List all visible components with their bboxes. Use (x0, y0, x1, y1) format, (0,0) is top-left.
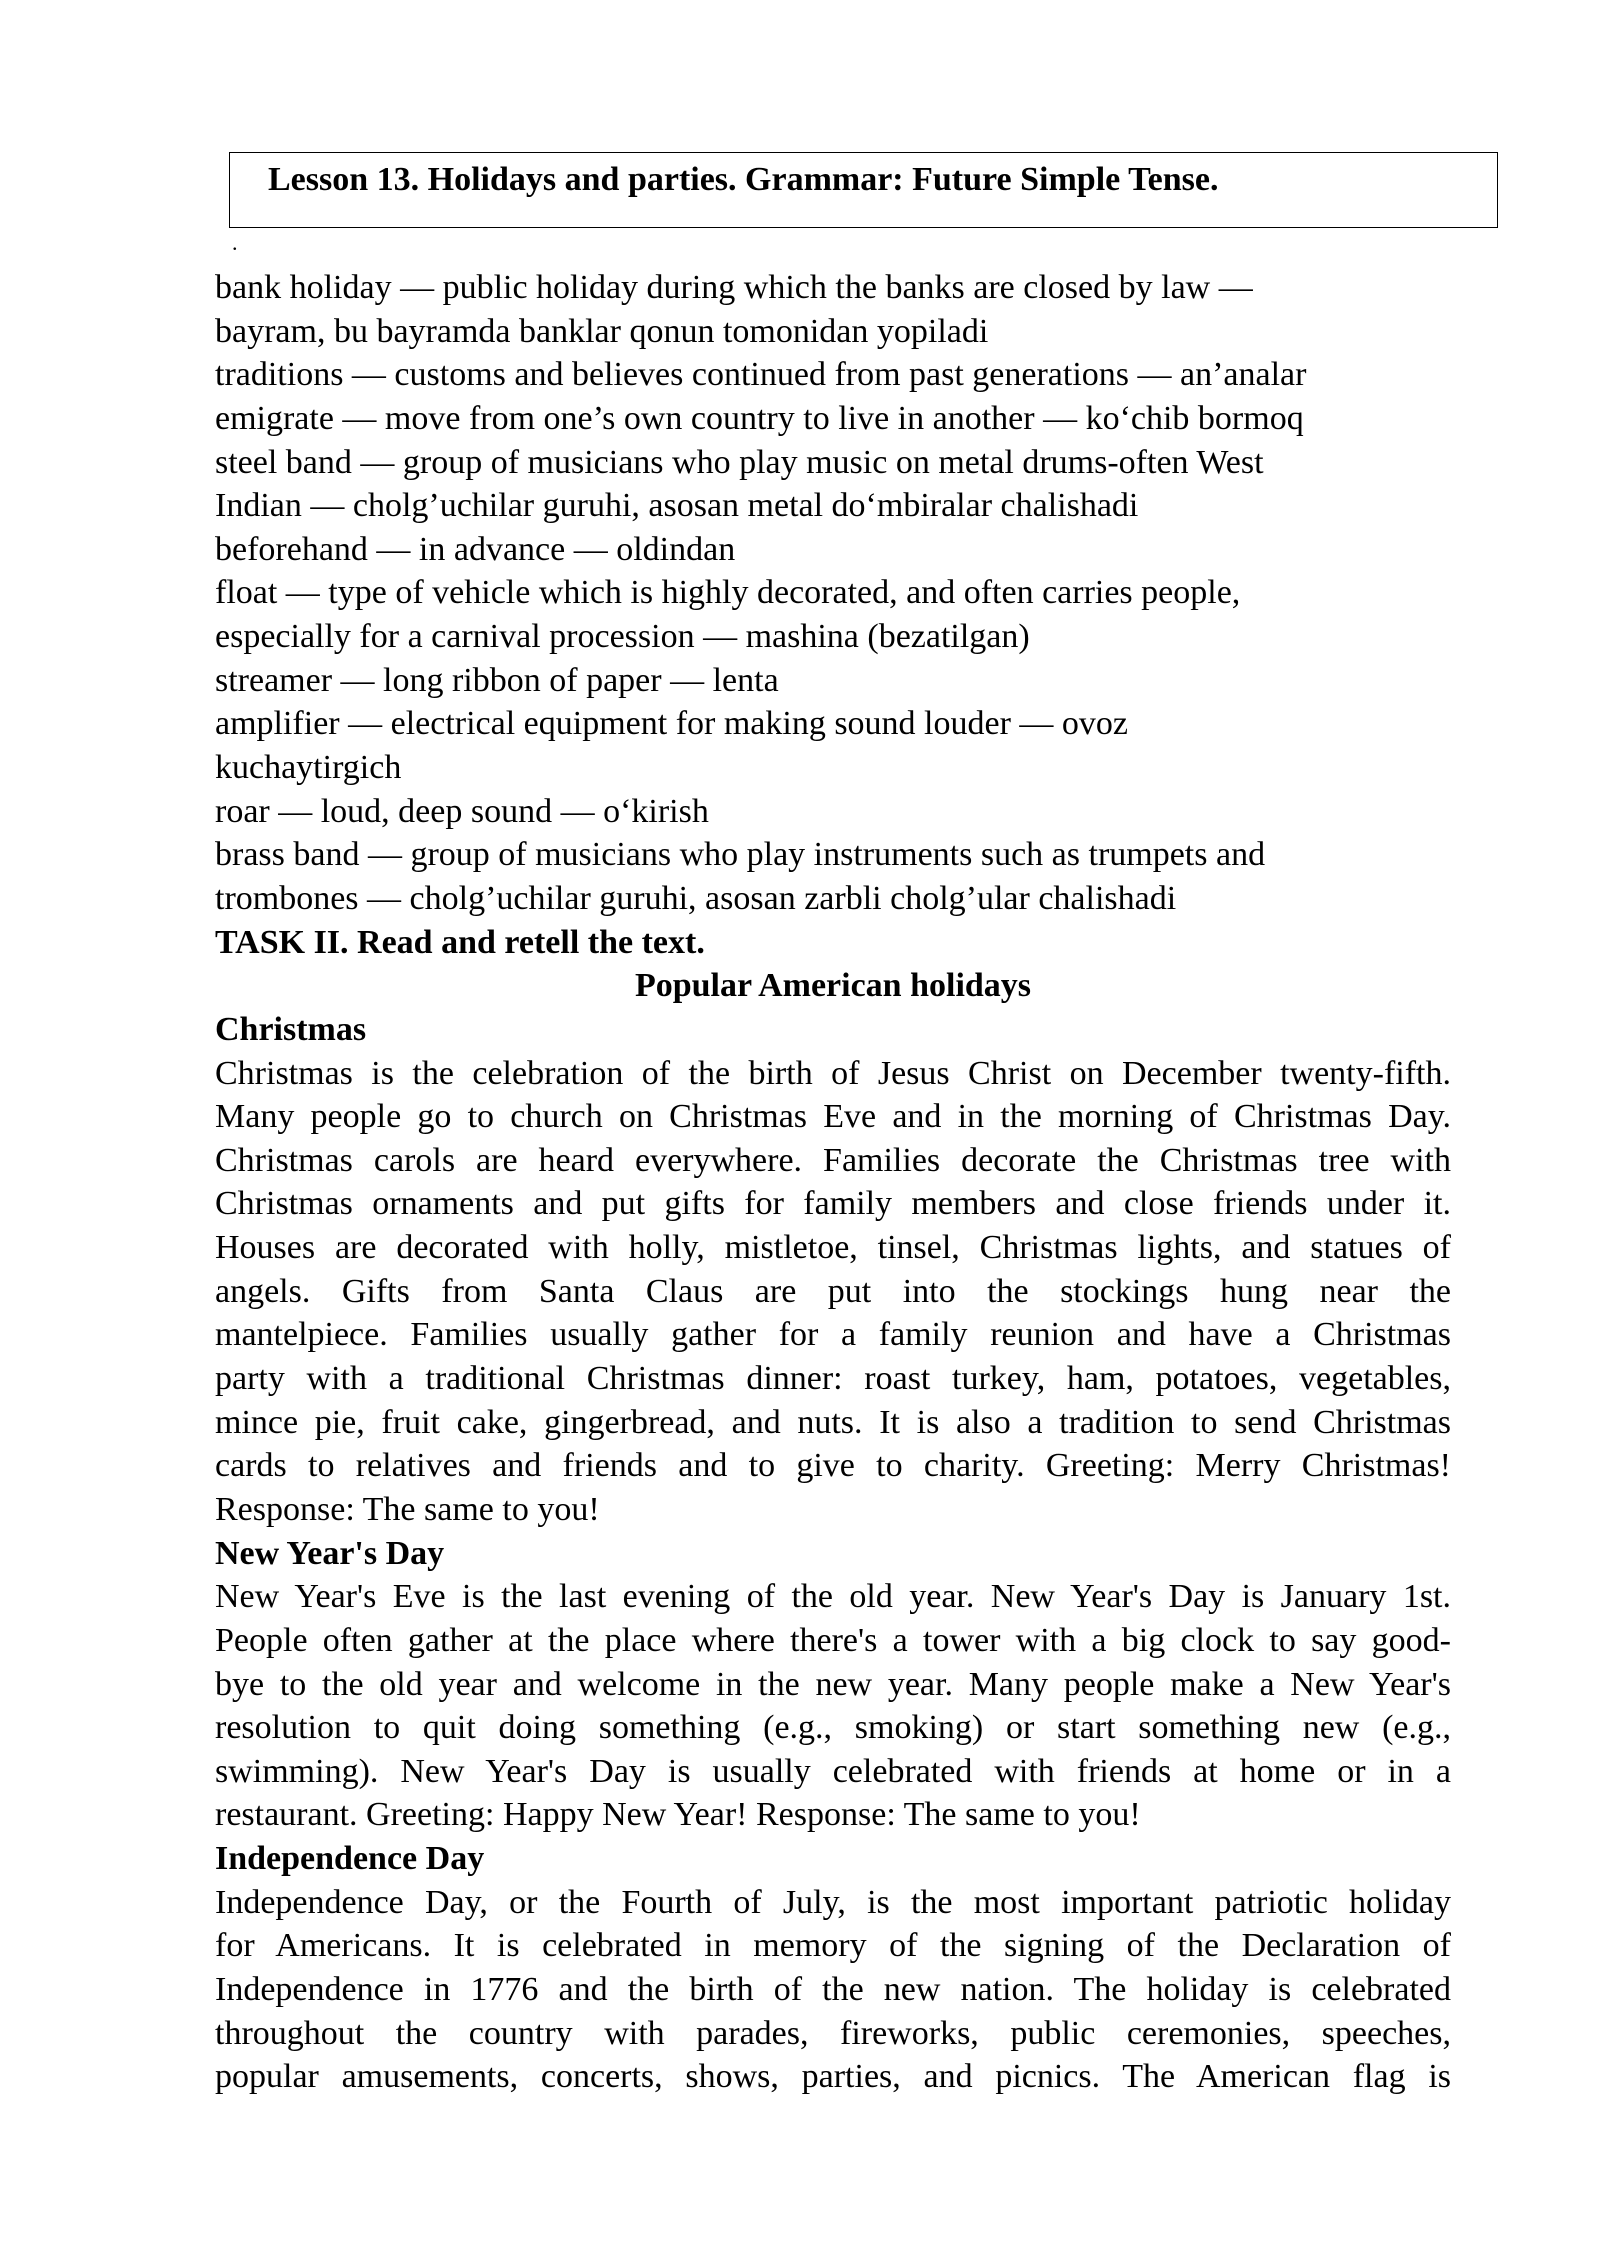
document-body (215, 266, 1451, 2099)
section-heading: Christmas (215, 1010, 367, 1048)
section-heading: Independence Day (215, 1840, 485, 1878)
paragraph-line: for Americans. It is celebrated in memory of the signing of the Declaration of (215, 1927, 1451, 1965)
vocab-line: streamer — long ribbon of paper — lenta (215, 661, 779, 699)
stray-dot: . (232, 230, 238, 255)
vocab-line: brass band — group of musicians who play instruments such as trumpets and (215, 836, 1266, 874)
text-title: Popular American holidays (634, 967, 1032, 1005)
paragraph-line: resolution to quit doing something (e.g., smoking) or start something new (e.g., (215, 1709, 1451, 1747)
vocab-line: especially for a carnival procession — mashina (bezatilgan) (215, 618, 1030, 656)
vocab-line: bank holiday — public holiday during which the banks are closed by law — (215, 269, 1253, 306)
paragraph-line: throughout the country with parades, fireworks, public ceremonies, speeches, (215, 2014, 1451, 2052)
paragraph-line: New Year's Eve is the last evening of the old year. New Year's Day is January 1st. (215, 1578, 1451, 1616)
vocab-line: float — type of vehicle which is highly decorated, and often carries people, (215, 574, 1241, 612)
paragraph-line: Independence Day, or the Fourth of July, is the most important patriotic holiday (215, 1883, 1451, 1921)
vocab-line: steel band — group of musicians who play music on metal drums-often West (215, 443, 1264, 481)
vocab-line: amplifier — electrical equipment for making sound louder — ovoz (215, 705, 1129, 743)
vocabulary-list (215, 266, 1451, 921)
paragraph-line: popular amusements, concerts, shows, parties, and picnics. The American flag is (215, 2058, 1451, 2096)
paragraph-line: mince pie, fruit cake, gingerbread, and nuts. It is also a tradition to send Christmas (215, 1403, 1451, 1441)
paragraph-line: mantelpiece. Families usually gather for a family reunion and have a Christmas (215, 1316, 1451, 1354)
paragraph-line: party with a traditional Christmas dinner: roast turkey, ham, potatoes, vegetables, (215, 1360, 1451, 1398)
task-heading: TASK II. Read and retell the text. (215, 923, 705, 961)
paragraph-line: angels. Gifts from Santa Claus are put into the stockings hung near the (215, 1272, 1451, 1310)
vocab-line: emigrate — move from one’s own country to live in another — ko‘chib bormoq (215, 399, 1304, 437)
vocab-line: kuchaytirgich (215, 749, 402, 787)
lesson-title: Lesson 13. Holidays and parties. Grammar: Future Simple Tense. (268, 161, 1219, 198)
paragraph-line: Many people go to church on Christmas Eve and in the morning of Christmas Day. (215, 1098, 1451, 1136)
paragraph-last-line: restaurant. Greeting: Happy New Year! Response: The same to you! (215, 1796, 1141, 1834)
paragraph-line: cards to relatives and friends and to give to charity. Greeting: Merry Christmas! (215, 1447, 1451, 1485)
paragraph-last-line: Response: The same to you! (215, 1490, 600, 1528)
section-independence-day (215, 1837, 1451, 2099)
vocab-line: traditions — customs and believes continued from past generations — an’analar (215, 356, 1307, 394)
paragraph-line: Independence in 1776 and the birth of the new nation. The holiday is celebrated (215, 1970, 1451, 2008)
vocab-line: trombones — cholg’uchilar guruhi, asosan zarbli cholg’ular chalishadi (215, 879, 1177, 917)
vocab-line: roar — loud, deep sound — o‘kirish (215, 792, 709, 830)
paragraph-line: swimming). New Year's Day is usually celebrated with friends at home or in a (215, 1752, 1451, 1790)
paragraph-line: Christmas ornaments and put gifts for family members and close friends under it. (215, 1185, 1451, 1223)
paragraph-line: Christmas is the celebration of the birth of Jesus Christ on December twenty-fifth. (215, 1054, 1451, 1092)
paragraph-line: Houses are decorated with holly, mistletoe, tinsel, Christmas lights, and statues of (215, 1229, 1451, 1267)
paragraph-line: People often gather at the place where there's a tower with a big clock to say good- (215, 1621, 1451, 1659)
vocab-line: beforehand — in advance — oldindan (215, 530, 736, 568)
section-new-year (215, 1532, 1451, 1837)
paragraph-line: Christmas carols are heard everywhere. Families decorate the Christmas tree with (215, 1141, 1451, 1179)
lesson-title-box (229, 152, 1498, 228)
section-christmas (215, 1008, 1451, 1532)
vocab-line: bayram, bu bayramda banklar qonun tomonidan yopiladi (215, 312, 989, 350)
vocab-line: Indian — cholg’uchilar guruhi, asosan metal do‘mbiralar chalishadi (215, 487, 1139, 525)
section-heading: New Year's Day (215, 1534, 445, 1572)
paragraph-line: bye to the old year and welcome in the new year. Many people make a New Year's (215, 1665, 1451, 1703)
